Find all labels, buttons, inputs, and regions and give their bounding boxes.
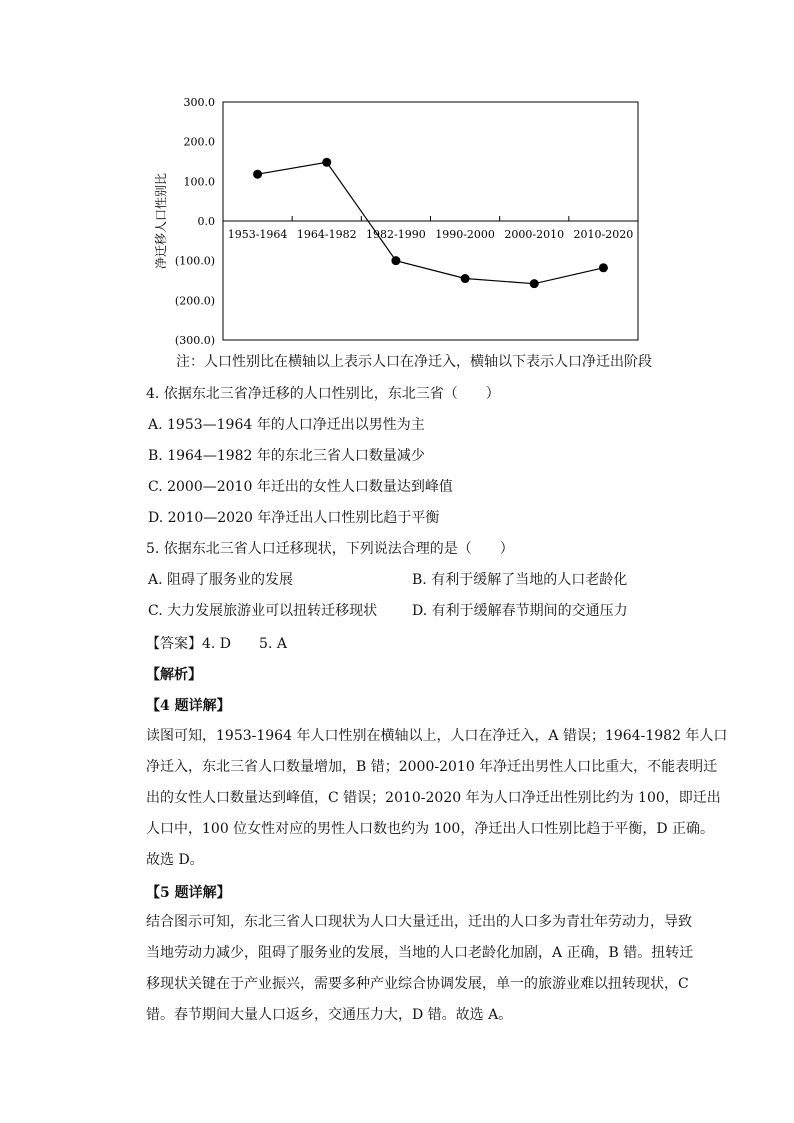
q4-option-a: A. 1953—1964 年的人口净迁出以男性为主: [148, 417, 425, 433]
x-tick-label: 2010-2020: [573, 228, 634, 241]
detail-4-line: 净迁入，东北三省人口数量增加，B 错；2000-2010 年净迁出男性人口比重大，不能表明迁: [146, 759, 718, 775]
y-tick-label: 200.0: [183, 135, 215, 149]
detail-5-paragraph: [146, 907, 694, 1031]
x-tick-label: 1953-1964: [227, 228, 288, 241]
y-tick-label: 0.0: [197, 215, 215, 228]
q5-option-a: A. 阻碍了服务业的发展: [148, 572, 294, 588]
x-tick-label: 1990-2000: [435, 228, 495, 241]
y-tick-label: (200.0): [174, 294, 215, 308]
detail-4-line: 故选 D。: [146, 852, 204, 868]
analysis-heading: 【解析】: [146, 667, 202, 683]
detail-4-line: 人口中，100 位女性对应的男性人口数也约为 100，净迁出人口性别比趋于平衡，D 正确。: [146, 821, 715, 837]
chart-note: 注：人口性别比在横轴以上表示人口在净迁入，横轴以下表示人口净迁出阶段: [176, 354, 652, 370]
detail-4-line: 出的女性人口数量达到峰值，C 错误；2010-2020 年为人口净迁出性别比约为 100，即迁出: [146, 790, 721, 806]
data-point: [599, 263, 608, 272]
detail-4-line: 读图可知，1953-1964 年人口性别在横轴以上，人口在净迁入，A 错误；1964-1982 年人口: [146, 728, 728, 744]
data-point: [253, 170, 262, 179]
q4-option-d: D. 2010—2020 年净迁出人口性别比趋于平衡: [148, 510, 440, 526]
q4-option-c: C. 2000—2010 年迁出的女性人口数量达到峰值: [148, 479, 453, 495]
y-tick-label: 100.0: [183, 175, 215, 189]
q4-option-b: B. 1964—1982 年的东北三省人口数量减少: [148, 448, 425, 464]
y-tick-label: (300.0): [174, 334, 215, 347]
question-5-stem: 5. 依据东北三省人口迁移现状，下列说法合理的是（ ）: [146, 541, 514, 557]
detail-5-line: 结合图示可知，东北三省人口现状为人口大量迁出，迁出的人口多为青壮年劳动力，导致: [146, 914, 692, 930]
detail-5-line: 错。春节期间大量人口返乡，交通压力大，D 错。故选 A。: [146, 1007, 513, 1023]
x-tick-label: 1964-1982: [296, 228, 357, 241]
data-point: [461, 274, 470, 283]
question-4-stem: 4. 依据东北三省净迁移的人口性别比，东北三省（ ）: [146, 386, 500, 402]
detail-4-paragraph: [146, 721, 728, 876]
detail-5-line: 移现状关键在于产业振兴，需要多种产业综合协调发展，单一的旅游业难以扭转现状，C: [146, 976, 689, 992]
data-point: [530, 279, 539, 288]
answer-line: 【答案】4. D 5. A: [146, 636, 287, 652]
x-tick-label: 2000-2010: [504, 228, 565, 241]
x-tick-label: 1982-1990: [366, 228, 426, 241]
y-tick-label: 300.0: [183, 96, 215, 109]
data-point: [391, 256, 400, 265]
detail-4-heading: 【4 题详解】: [146, 698, 231, 714]
y-tick-label: (100.0): [174, 254, 215, 268]
q5-option-b: B. 有利于缓解了当地的人口老龄化: [412, 572, 628, 588]
y-axis-label: 净迁移人口性别比: [154, 172, 168, 270]
q5-option-c: C. 大力发展旅游业可以扭转迁移现状: [148, 603, 378, 619]
data-point: [322, 158, 331, 167]
detail-5-line: 当地劳动力减少，阻碍了服务业的发展，当地的人口老龄化加剧，A 正确，B 错。扭转迁: [146, 945, 694, 961]
q5-option-d: D. 有利于缓解春节期间的交通压力: [412, 603, 628, 619]
series-line: [258, 162, 604, 283]
net-migration-sex-ratio-chart: [150, 92, 650, 347]
detail-5-heading: 【5 题详解】: [146, 885, 231, 901]
